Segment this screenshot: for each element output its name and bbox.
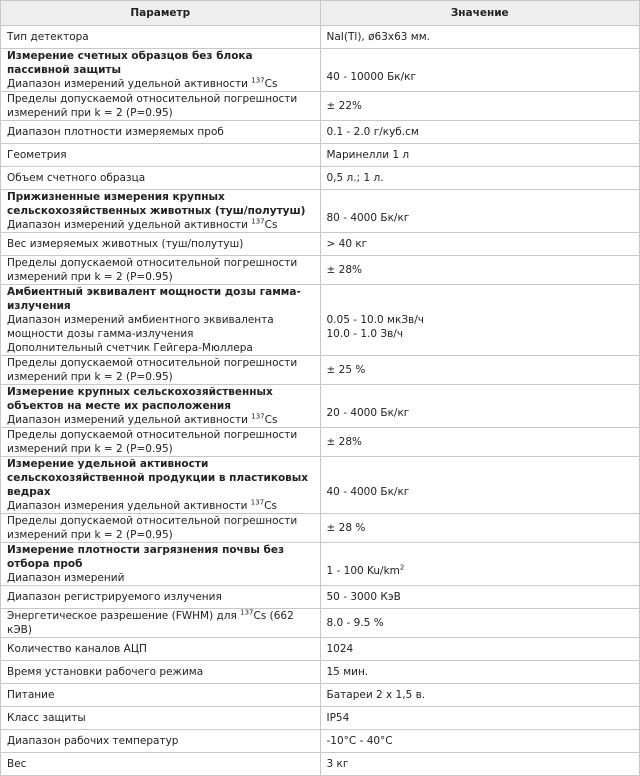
value-line-text: > 40 кг — [326, 238, 368, 250]
param-cell — [1, 190, 321, 233]
value-cell — [320, 92, 640, 121]
value-line-text: 50 - 3000 КэВ — [326, 591, 401, 603]
value-line-text: ± 28% — [326, 264, 362, 276]
value-cell — [320, 638, 640, 661]
table-row — [1, 356, 640, 385]
param-line-sup: 137 — [251, 412, 265, 421]
value-cell — [320, 285, 640, 356]
param-line — [7, 171, 314, 185]
value-cell — [320, 26, 640, 49]
param-line-text: Пределы допускаемой относительной погрешности измерений при k = 2 (P=0.95) — [7, 257, 298, 283]
value-cell — [320, 144, 640, 167]
header-param: Параметр — [1, 1, 321, 26]
param-line — [7, 499, 314, 513]
param-line-text: Время установки рабочего режима — [7, 666, 204, 678]
value-line — [327, 99, 634, 113]
table-row — [1, 285, 640, 356]
value-cell — [320, 543, 640, 586]
param-line — [7, 514, 314, 542]
value-line — [327, 263, 634, 277]
header-row — [1, 1, 640, 26]
param-cell — [1, 609, 321, 638]
param-line-text: Диапазон регистрируемого излучения — [7, 591, 222, 603]
value-line-text: ± 28 % — [326, 522, 366, 534]
param-line-sup: 137 — [240, 608, 254, 617]
header-value: Значение — [320, 1, 640, 26]
table-row — [1, 609, 640, 638]
value-cell — [320, 730, 640, 753]
table-row — [1, 26, 640, 49]
value-cell — [320, 233, 640, 256]
param-cell — [1, 92, 321, 121]
value-line — [327, 406, 634, 420]
value-cell — [320, 514, 640, 543]
value-line — [327, 327, 634, 341]
value-line — [327, 757, 634, 771]
param-line-text: Дополнительный счетчик Гейгера-Мюллера — [7, 342, 253, 354]
param-line-text: Вес измеряемых животных (туш/полутуш) — [7, 238, 244, 250]
param-cell — [1, 356, 321, 385]
param-line — [7, 313, 314, 341]
value-line-text: NaI(Tl), ø63х63 мм. — [326, 31, 430, 43]
param-cell — [1, 730, 321, 753]
param-line-text: Количество каналов АЦП — [7, 643, 147, 655]
table-row — [1, 428, 640, 457]
value-cell — [320, 661, 640, 684]
value-line-text: 0.05 - 10.0 мкЗв/ч — [326, 314, 424, 326]
param-cell — [1, 121, 321, 144]
value-cell — [320, 609, 640, 638]
value-line-text: ± 28% — [326, 436, 362, 448]
specs-body — [1, 26, 640, 776]
param-line — [7, 428, 314, 456]
value-spacer — [327, 550, 634, 564]
param-cell — [1, 586, 321, 609]
value-cell — [320, 457, 640, 514]
value-line-text: 10.0 - 1.0 Зв/ч — [326, 328, 404, 340]
param-cell — [1, 753, 321, 776]
param-line — [7, 571, 314, 585]
table-row — [1, 684, 640, 707]
param-line-after: Cs — [264, 78, 278, 90]
value-line-text: ± 22% — [326, 100, 362, 112]
param-line — [7, 711, 314, 725]
param-line-sup: 137 — [251, 217, 265, 226]
param-line — [7, 590, 314, 604]
value-line — [327, 711, 634, 725]
param-line — [7, 356, 314, 384]
param-line-text: Тип детектора — [7, 31, 89, 43]
value-line-text: 8.0 - 9.5 % — [326, 617, 384, 629]
section-title: Измерение плотности загрязнения почвы без отбора проб — [7, 544, 285, 570]
param-line-after: Cs — [264, 500, 277, 512]
param-line-sup: 137 — [250, 498, 265, 507]
param-cell — [1, 233, 321, 256]
value-line-text: Маринелли 1 л — [326, 149, 410, 161]
table-row — [1, 121, 640, 144]
param-line — [7, 256, 314, 284]
param-cell — [1, 514, 321, 543]
param-line-text: Энергетическое разрешение (FWHM) для — [7, 610, 241, 622]
param-line — [7, 77, 314, 91]
param-cell — [1, 543, 321, 586]
param-cell — [1, 167, 321, 190]
value-spacer — [327, 471, 634, 485]
value-line — [327, 688, 634, 702]
value-cell — [320, 707, 640, 730]
table-row — [1, 730, 640, 753]
param-cell — [1, 684, 321, 707]
param-line — [7, 218, 314, 232]
value-line-text: ± 25 % — [326, 364, 366, 376]
value-cell — [320, 256, 640, 285]
value-line-text: 20 - 4000 Бк/кг — [326, 407, 410, 419]
value-line — [327, 171, 634, 185]
param-line-text: Пределы допускаемой относительной погрешности измерений при k = 2 (P=0.95) — [7, 515, 298, 541]
value-cell — [320, 121, 640, 144]
value-cell — [320, 428, 640, 457]
section-title: Измерение крупных сельскохозяйственных объектов на месте их расположения — [7, 386, 273, 412]
value-cell — [320, 586, 640, 609]
param-cell — [1, 144, 321, 167]
value-line — [327, 125, 634, 139]
param-line — [7, 665, 314, 679]
param-line-text: Вес — [7, 758, 27, 770]
table-row — [1, 586, 640, 609]
value-line — [327, 521, 634, 535]
value-line — [327, 211, 634, 225]
table-row — [1, 49, 640, 92]
value-line — [327, 734, 634, 748]
value-line — [327, 30, 634, 44]
value-line — [327, 237, 634, 251]
value-cell — [320, 385, 640, 428]
value-line-text: 0,5 л.; 1 л. — [326, 172, 384, 184]
param-line-text: Диапазон измерений удельной активности — [7, 414, 252, 426]
value-line-text: IP54 — [326, 712, 350, 724]
param-line — [7, 413, 314, 427]
table-row — [1, 385, 640, 428]
param-line-text: Диапазон рабочих температур — [7, 735, 179, 747]
param-line — [7, 642, 314, 656]
value-line — [327, 363, 634, 377]
param-line-after: Cs (662 кЭВ) — [7, 610, 294, 636]
param-line-text: Диапазон измерений — [7, 572, 125, 584]
section-title: Измерение удельной активности сельскохозяйственной продукции в пластиковых ведрах — [7, 458, 309, 498]
value-cell — [320, 753, 640, 776]
table-row — [1, 514, 640, 543]
param-line-text: Пределы допускаемой относительной погрешности измерений при k = 2 (P=0.95) — [7, 357, 298, 383]
value-line-text: 80 - 4000 Бк/кг — [326, 212, 410, 224]
param-cell — [1, 707, 321, 730]
table-row — [1, 638, 640, 661]
param-line — [7, 237, 314, 251]
value-line — [327, 590, 634, 604]
value-line-text: -10°С - 40°С — [326, 735, 393, 747]
param-cell — [1, 428, 321, 457]
param-line — [7, 341, 314, 355]
param-line — [7, 609, 314, 637]
param-line-text: Геометрия — [7, 149, 67, 161]
value-line-text: 40 - 4000 Бк/кг — [326, 486, 410, 498]
value-line-text: 1024 — [326, 643, 354, 655]
value-cell — [320, 49, 640, 92]
param-line — [7, 92, 314, 120]
table-row — [1, 707, 640, 730]
value-line-text: 0.1 - 2.0 г/куб.см — [326, 126, 419, 138]
value-line-sup: 2 — [399, 563, 405, 572]
value-line — [327, 564, 634, 578]
table-row — [1, 543, 640, 586]
param-line-text: Пределы допускаемой относительной погрешности измерений при k = 2 (P=0.95) — [7, 429, 298, 455]
value-line — [327, 485, 634, 499]
table-row — [1, 256, 640, 285]
table-row — [1, 457, 640, 514]
value-cell — [320, 356, 640, 385]
table-row — [1, 661, 640, 684]
table-row — [1, 233, 640, 256]
value-line — [327, 616, 634, 630]
param-line-text: Питание — [7, 689, 55, 701]
param-cell — [1, 661, 321, 684]
value-line-text: 40 - 10000 Бк/кг — [326, 71, 417, 83]
param-line-text: Диапазон измерений удельной активности — [7, 78, 252, 90]
param-cell — [1, 638, 321, 661]
param-line — [7, 757, 314, 771]
value-spacer — [327, 56, 634, 70]
value-line-text: Батареи 2 х 1,5 в. — [326, 689, 426, 701]
section-title: Прижизненные измерения крупных сельскохозяйственных животных (туш/полутуш) — [7, 191, 306, 217]
value-line-text: 3 кг — [326, 758, 349, 770]
param-line-after: Cs — [264, 219, 278, 231]
value-spacer — [327, 392, 634, 406]
param-line-text: Диапазон плотности измеряемых проб — [7, 126, 224, 138]
param-cell — [1, 26, 321, 49]
param-line-text: Диапазон измерений удельной активности — [7, 219, 252, 231]
param-line-sup: 137 — [251, 76, 265, 85]
param-line-text: Объем счетного образца — [7, 172, 146, 184]
table-row — [1, 144, 640, 167]
value-line — [327, 435, 634, 449]
param-line — [7, 30, 314, 44]
param-line-after: Cs — [264, 414, 278, 426]
param-cell — [1, 457, 321, 514]
param-line-text: Диапазон измерения удельной активности — [7, 500, 251, 512]
value-line-text: 1 - 100 Ku/km — [326, 565, 400, 577]
param-line-text: Пределы допускаемой относительной погрешности измерений при k = 2 (P=0.95) — [7, 93, 298, 119]
value-spacer — [327, 299, 634, 313]
value-line — [327, 642, 634, 656]
section-title: Измерение счетных образцов без блока пассивной защиты — [7, 50, 253, 76]
param-cell — [1, 49, 321, 92]
param-cell — [1, 256, 321, 285]
param-line — [7, 125, 314, 139]
value-cell — [320, 684, 640, 707]
param-line-text: Диапазон измерений амбиентного эквивалента мощности дозы гамма-излучения — [7, 314, 274, 340]
value-cell — [320, 190, 640, 233]
table-row — [1, 92, 640, 121]
value-spacer — [327, 197, 634, 211]
value-line — [327, 148, 634, 162]
value-line — [327, 665, 634, 679]
param-line — [7, 734, 314, 748]
value-cell — [320, 167, 640, 190]
param-line-text: Класс защиты — [7, 712, 86, 724]
value-line — [327, 313, 634, 327]
param-line — [7, 688, 314, 702]
section-title: Амбиентный эквивалент мощности дозы гамма-излучения — [7, 286, 301, 312]
value-line-text: 15 мин. — [326, 666, 369, 678]
value-line — [327, 70, 634, 84]
param-cell — [1, 385, 321, 428]
table-row — [1, 167, 640, 190]
table-row — [1, 190, 640, 233]
table-row — [1, 753, 640, 776]
param-cell — [1, 285, 321, 356]
param-line — [7, 148, 314, 162]
